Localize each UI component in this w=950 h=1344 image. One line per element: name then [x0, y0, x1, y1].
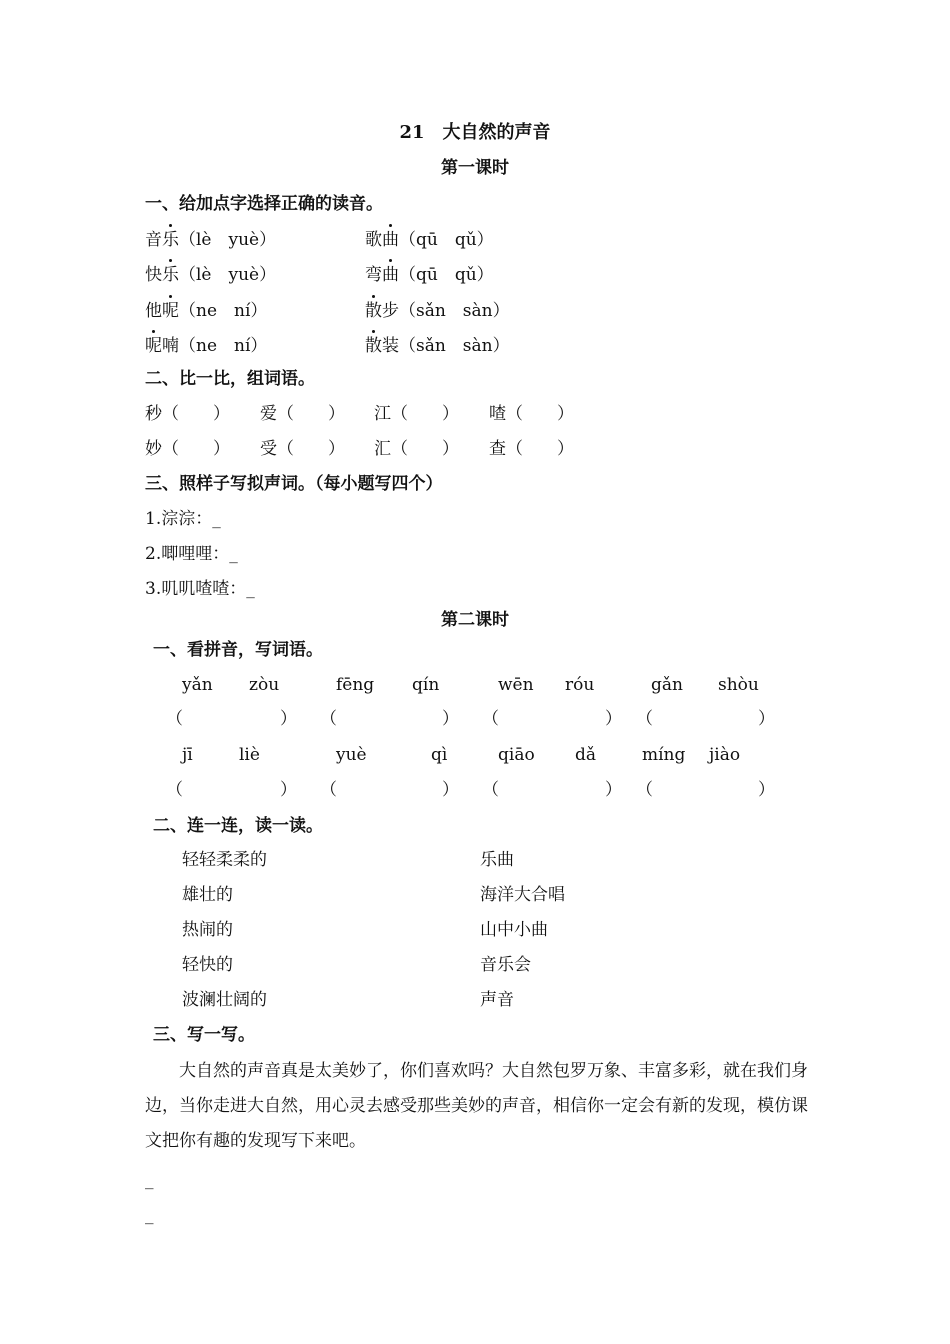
pinyin: jī — [182, 745, 193, 765]
lesson1-heading: 第一课时 — [441, 158, 509, 178]
pronunciation-item: 散步（sǎn sàn） — [365, 301, 510, 321]
pinyin: liè — [239, 745, 260, 765]
match-left-item: 波澜壮阔的 — [182, 990, 267, 1010]
paren: （ — [320, 709, 337, 729]
pinyin: gǎn — [651, 675, 683, 695]
match-left-item: 轻快的 — [182, 955, 233, 975]
l2-section3-title: 三、写一写。 — [153, 1025, 255, 1045]
match-right-item: 山中小曲 — [480, 920, 548, 940]
pronunciation-item: 歌曲（qū qǔ） — [365, 230, 494, 250]
section2-title: 二、比一比，组词语。 — [145, 369, 315, 389]
match-left-item: 轻轻柔柔的 — [182, 850, 267, 870]
writing-blank-line[interactable]: _ — [145, 1170, 154, 1190]
page-title: 21 大自然的声音 — [399, 122, 551, 143]
word-blank: 秒（ ） — [145, 404, 230, 424]
lesson2-heading: 第二课时 — [441, 610, 509, 630]
paren: （ — [636, 709, 653, 729]
dotted-char: 乐 — [162, 230, 179, 250]
dotted-char: 散 — [365, 336, 382, 356]
pronunciation-item: 快乐（lè yuè） — [145, 265, 277, 285]
match-right-item: 海洋大合唱 — [480, 885, 565, 905]
paren: （ — [636, 780, 653, 800]
paren: （ — [320, 780, 337, 800]
paren: ） — [605, 709, 622, 729]
dotted-char: 呢 — [145, 336, 162, 356]
word-blank: 妙（ ） — [145, 439, 230, 459]
writing-prompt: 大自然的声音真是太美妙了，你们喜欢吗？大自然包罗万象、丰富多彩，就在我们身边，当你走进大自然，用心灵去感受那些美妙的声音，相信你一定会有新的发现，模仿课文把你有趣的发现写下来吧。 — [145, 1061, 808, 1151]
onomatopoeia-item: 3.叽叽喳喳：_ — [145, 579, 255, 599]
paren: （ — [482, 709, 499, 729]
match-right-item: 音乐会 — [480, 955, 531, 975]
section1-title: 一、给加点字选择正确的读音。 — [145, 194, 383, 214]
paren: ） — [758, 709, 775, 729]
dotted-char: 呢 — [162, 301, 179, 321]
pinyin: míng — [642, 745, 686, 765]
pinyin: qì — [431, 745, 448, 765]
dotted-char: 曲 — [382, 230, 399, 250]
section3-title: 三、照样子写拟声词。（每小题写四个） — [145, 474, 443, 494]
match-right-item: 乐曲 — [480, 850, 514, 870]
word-blank: 江（ ） — [374, 404, 459, 424]
paren: （ — [482, 780, 499, 800]
pinyin: wēn — [498, 675, 534, 695]
onomatopoeia-item: 2.唧哩哩：_ — [145, 544, 238, 564]
pinyin: fēng — [336, 675, 375, 695]
word-blank: 汇（ ） — [374, 439, 459, 459]
pronunciation-item: 呢喃（ne ní） — [145, 336, 268, 356]
paren: ） — [442, 709, 459, 729]
pronunciation-item: 音乐（lè yuè） — [145, 230, 277, 250]
onomatopoeia-item: 1.淙淙：_ — [145, 509, 221, 529]
word-blank: 查（ ） — [489, 439, 574, 459]
pinyin: qiāo — [498, 745, 535, 765]
pinyin: zòu — [249, 675, 280, 695]
pinyin: qín — [412, 675, 440, 695]
pronunciation-item: 他呢（ne ní） — [145, 301, 268, 321]
pinyin: yuè — [336, 745, 367, 765]
word-blank: 喳（ ） — [489, 404, 574, 424]
pronunciation-item: 弯曲（qū qǔ） — [365, 265, 494, 285]
writing-blank-line[interactable]: _ — [145, 1205, 154, 1225]
paren: （ — [166, 709, 183, 729]
word-blank: 爱（ ） — [260, 404, 345, 424]
pronunciation-item: 散装（sǎn sàn） — [365, 336, 510, 356]
pinyin: róu — [565, 675, 595, 695]
paren: ） — [280, 780, 297, 800]
match-left-item: 雄壮的 — [182, 885, 233, 905]
pinyin: shòu — [718, 675, 759, 695]
match-left-item: 热闹的 — [182, 920, 233, 940]
l2-section2-title: 二、连一连，读一读。 — [153, 816, 323, 836]
paren: （ — [166, 780, 183, 800]
word-blank: 受（ ） — [260, 439, 345, 459]
match-right-item: 声音 — [480, 990, 514, 1010]
dotted-char: 乐 — [162, 265, 179, 285]
dotted-char: 散 — [365, 301, 382, 321]
paren: ） — [758, 780, 775, 800]
pinyin: yǎn — [182, 675, 213, 695]
paren: ） — [442, 780, 459, 800]
l2-section1-title: 一、看拼音，写词语。 — [153, 640, 323, 660]
dotted-char: 曲 — [382, 265, 399, 285]
pinyin: jiào — [709, 745, 741, 765]
paren: ） — [605, 780, 622, 800]
paren: ） — [280, 709, 297, 729]
pinyin: dǎ — [575, 745, 597, 765]
